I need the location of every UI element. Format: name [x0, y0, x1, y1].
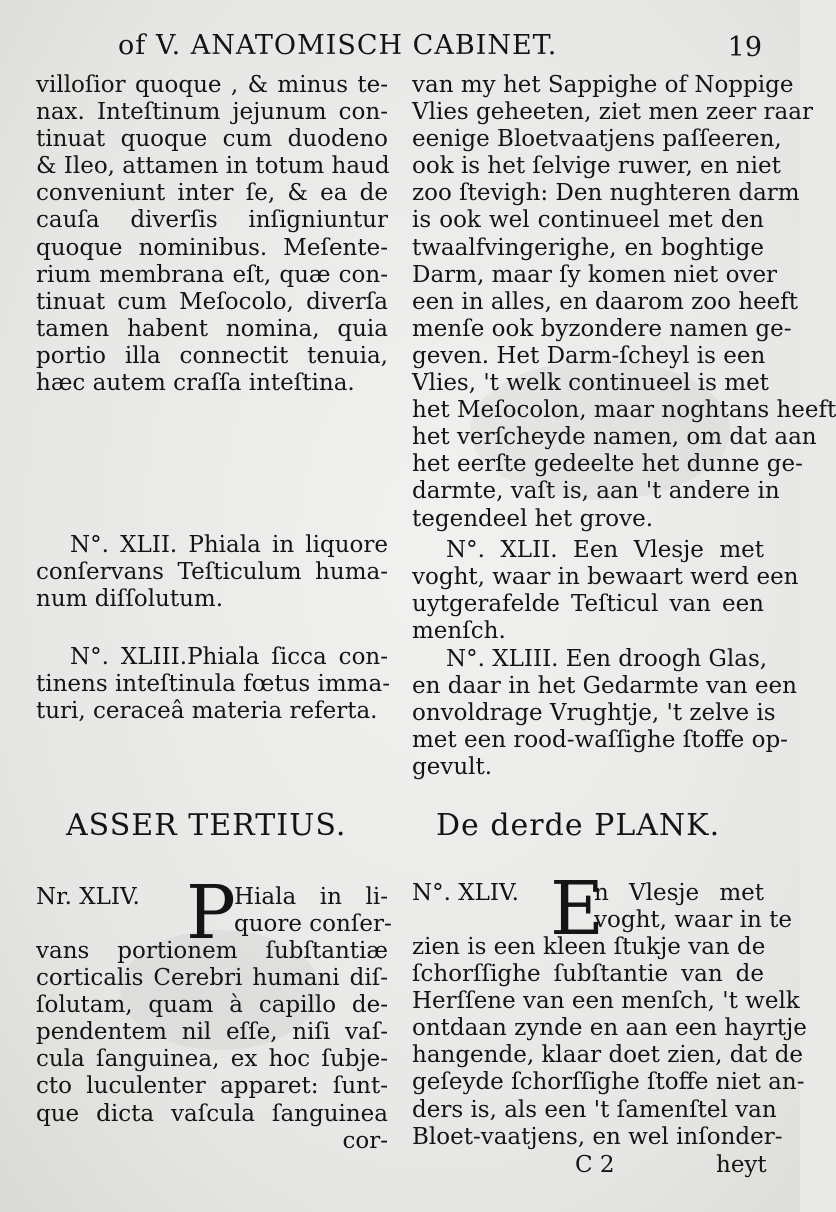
entry-first-line: N°. XLIII.Phiala ſicca con- [70, 644, 388, 670]
drop-cap-lines [594, 880, 792, 934]
text-line: cto luculenter apparet: ſunt- [36, 1073, 388, 1100]
latin-entry-xliii [36, 644, 388, 725]
latin-intro-paragraph [36, 72, 388, 397]
text-line: que dicta vaſcula ſanguinea [36, 1100, 388, 1127]
text-line: van my het Sappighe of Noppige [412, 72, 794, 98]
text-line: is ook wel continueel met den [412, 207, 764, 234]
page-header [0, 30, 800, 70]
entry-first-line: N°. XLIII. Een droogh Glas, [446, 646, 768, 672]
signature-mark: C 2 [575, 1152, 615, 1178]
catchword-left: cor- [342, 1127, 388, 1154]
text-line: twaalfvingerighe, en boghtige [412, 234, 764, 261]
text-line: geven. Het Darm-ſcheyl is een [412, 342, 766, 369]
text-line: & Ileo, attamen in totum haud [36, 153, 390, 180]
text-line: ontdaan zynde en aan een hayrtje [412, 1015, 807, 1042]
running-head: of V. ANATOMISCH CABINET. [118, 30, 558, 61]
text-line: cula ſanguinea, ex hoc ſubje- [36, 1046, 388, 1073]
text-line: Darm, maar ſy komen niet over [412, 261, 778, 288]
text-line: quore conſer- [234, 911, 392, 938]
text-line: ders is, als een 't ſamenſtel van [412, 1096, 777, 1123]
text-line: het Meſocolon, maar noghtans heeft [412, 397, 836, 424]
text-line: darmte, vaſt is, aan 't andere in [412, 478, 780, 505]
text-line: ſolutam, quam à capillo de- [36, 992, 388, 1019]
drop-cap-lines [234, 884, 392, 938]
text-line: conveniunt inter ſe, & ea de [36, 180, 388, 207]
text-line: tinens inteſtinula fœtus imma- [36, 671, 390, 698]
text-line: villoſior quoque , & minus te- [36, 72, 388, 98]
text-line: tinuat cum Meſocolo, diverſa [36, 288, 388, 315]
drop-cap: E [550, 866, 605, 952]
text-line: n Vlesje met [594, 880, 764, 906]
text-line: en daar in het Gedarmte van een [412, 673, 797, 700]
text-line: voght, waar in bewaart werd een [412, 564, 799, 591]
section-heading-dutch: De derde PLANK. [436, 808, 721, 843]
catchword-right: heyt [716, 1152, 767, 1178]
text-line: Vlies geheeten, ziet men zeer raar [412, 99, 813, 126]
text-line: hangende, klaar doet zien, dat de [412, 1042, 804, 1069]
text-line: het verſcheyde namen, om dat aan [412, 424, 817, 451]
text-line: zien is een kleen ſtukje van de [412, 934, 766, 960]
entry-label: Nr. XLIV. [36, 884, 140, 910]
text-line: portio illa connectit tenuia, [36, 342, 388, 369]
text-line: zoo ſtevigh: Den nughteren darm [412, 180, 800, 207]
text-line: cauſa diverſis inſigniuntur [36, 207, 388, 234]
latin-entry-xliv [36, 870, 392, 1155]
text-line: menſe ook byzondere namen ge- [412, 315, 792, 342]
text-line: ook is het ſelvige ruwer, en niet [412, 153, 781, 180]
text-line: hæc autem craſſa inteſtina. [36, 370, 355, 397]
text-line: gevult. [412, 754, 493, 781]
text-line: num diſſolutum. [36, 586, 224, 613]
entry-first-line: N°. XLII. Een Vlesje met [446, 537, 764, 563]
dutch-entry-xliv [412, 866, 807, 1151]
page-number: 19 [727, 32, 762, 63]
text-line: menſch. [412, 618, 506, 645]
section-heading-latin: ASSER TERTIUS. [66, 808, 347, 843]
drop-cap: P [186, 870, 236, 956]
dutch-intro-paragraph [412, 72, 836, 533]
text-line: Hiala in li- [234, 884, 388, 910]
text-line: voght, waar in te [594, 907, 792, 934]
text-line: vans portionem ſubſtantiæ [36, 938, 388, 964]
dutch-entry-xliii [412, 646, 797, 781]
text-line: een in alles, en daarom zoo heeft [412, 288, 799, 315]
text-line: tamen habent nomina, quia [36, 315, 388, 342]
text-line: onvoldrage Vrughtje, 't zelve is [412, 700, 776, 727]
text-line: quoque nominibus. Meſente- [36, 234, 388, 261]
text-line: het eerſte gedeelte het dunne ge- [412, 451, 803, 478]
text-line: ſchorſſighe ſubſtantie van de [412, 961, 764, 988]
text-line: rium membrana eſt, quæ con- [36, 261, 388, 288]
text-line: nax. Inteſtinum jejunum con- [36, 99, 388, 126]
text-line: turi, ceraceâ materia referta. [36, 698, 378, 725]
text-line: conſervans Teſticulum huma- [36, 559, 388, 586]
text-line: Bloet-vaatjens, en wel inſonder- [412, 1123, 783, 1150]
entry-first-line: N°. XLII. Phiala in liquore [70, 532, 388, 558]
text-line: tegendeel het grove. [412, 505, 654, 532]
text-line: Herſſene van een menſch, 't welk [412, 988, 800, 1015]
dutch-entry-xlii [412, 537, 799, 645]
text-line: geſeyde ſchorſſighe ſtoffe niet an- [412, 1069, 805, 1096]
text-line: corticalis Cerebri humani diſ- [36, 965, 388, 992]
entry-label: N°. XLIV. [412, 880, 519, 906]
text-line: eenige Bloetvaatjens paſſeeren, [412, 126, 782, 153]
text-line: uytgerafelde Teſticul van een [412, 591, 764, 618]
text-line: pendentem nil eſſe, niſi vaſ- [36, 1019, 388, 1046]
text-line: Vlies, 't welk continueel is met [412, 370, 769, 397]
text-line: met een rood-waſſighe ſtoffe op- [412, 727, 788, 754]
latin-entry-xlii [36, 532, 388, 613]
text-line: tinuat quoque cum duodeno [36, 126, 388, 153]
